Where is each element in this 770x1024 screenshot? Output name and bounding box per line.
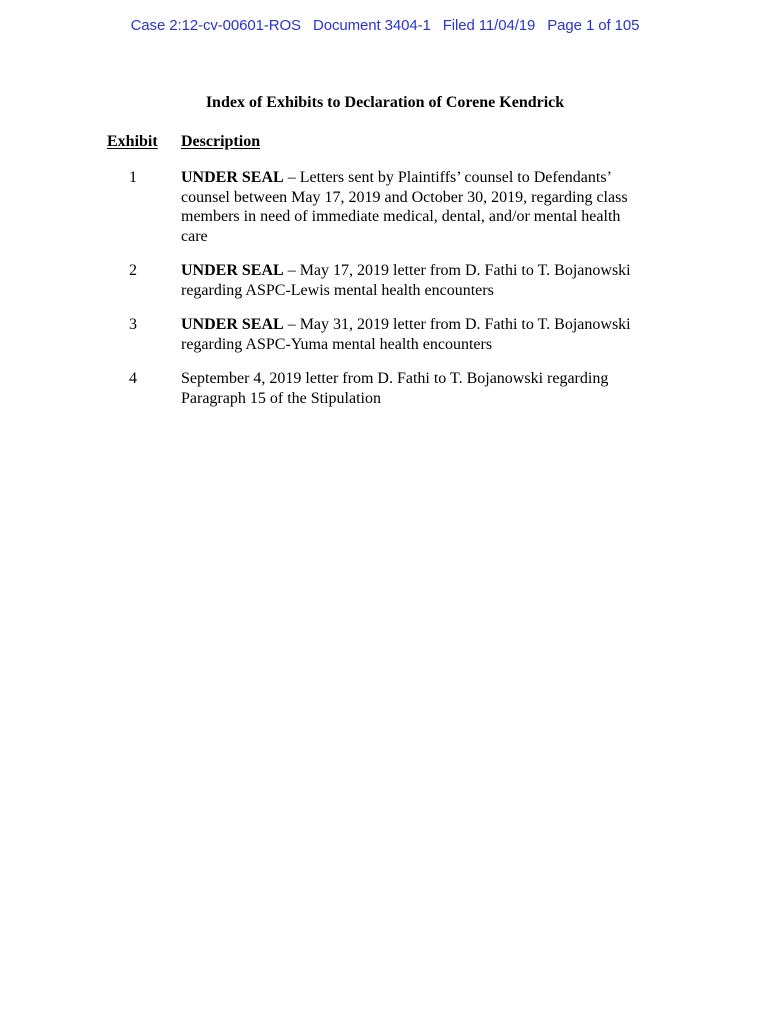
under-seal-label: UNDER SEAL <box>181 169 284 186</box>
exhibit-number: 1 <box>129 169 137 186</box>
exhibit-number: 3 <box>129 316 137 333</box>
document-title: Index of Exhibits to Declaration of Corene Kendrick <box>205 94 565 111</box>
page-indicator: Page 1 of 105 <box>547 17 640 34</box>
filed-date: Filed 11/04/19 <box>442 17 536 34</box>
exhibit-description <box>181 168 631 246</box>
exhibit-description-text: September 4, 2019 letter from D. Fathi to T. Bojanowski regarding Paragraph 15 of the Stipulation <box>181 370 609 407</box>
case-number: Case 2:12-cv-00601-ROS <box>130 17 301 34</box>
document-number: Document 3404-1 <box>312 17 431 34</box>
exhibit-number: 2 <box>129 262 137 279</box>
exhibit-number: 4 <box>129 370 137 387</box>
exhibit-description <box>181 315 631 354</box>
exhibit-description <box>181 369 631 408</box>
exhibit-description-text: – Letters sent by Plaintiffs’ counsel to Defendants’ counsel between May 17, 2019 and October 30, 2019, regarding class members in need of immediate medical, dental, and/or mental health care <box>181 169 628 245</box>
under-seal-label: UNDER SEAL <box>181 262 284 279</box>
exhibit-column-header: Exhibit <box>107 133 158 150</box>
exhibit-description-text: – May 31, 2019 letter from D. Fathi to T. Bojanowski regarding ASPC-Yuma mental health encounters <box>181 316 631 353</box>
exhibit-description <box>181 261 631 300</box>
under-seal-label: UNDER SEAL <box>181 316 284 333</box>
exhibit-description-text: – May 17, 2019 letter from D. Fathi to T. Bojanowski regarding ASPC-Lewis mental health encounters <box>181 262 631 299</box>
description-column-header: Description <box>181 133 261 150</box>
case-header-stamp <box>0 17 770 34</box>
